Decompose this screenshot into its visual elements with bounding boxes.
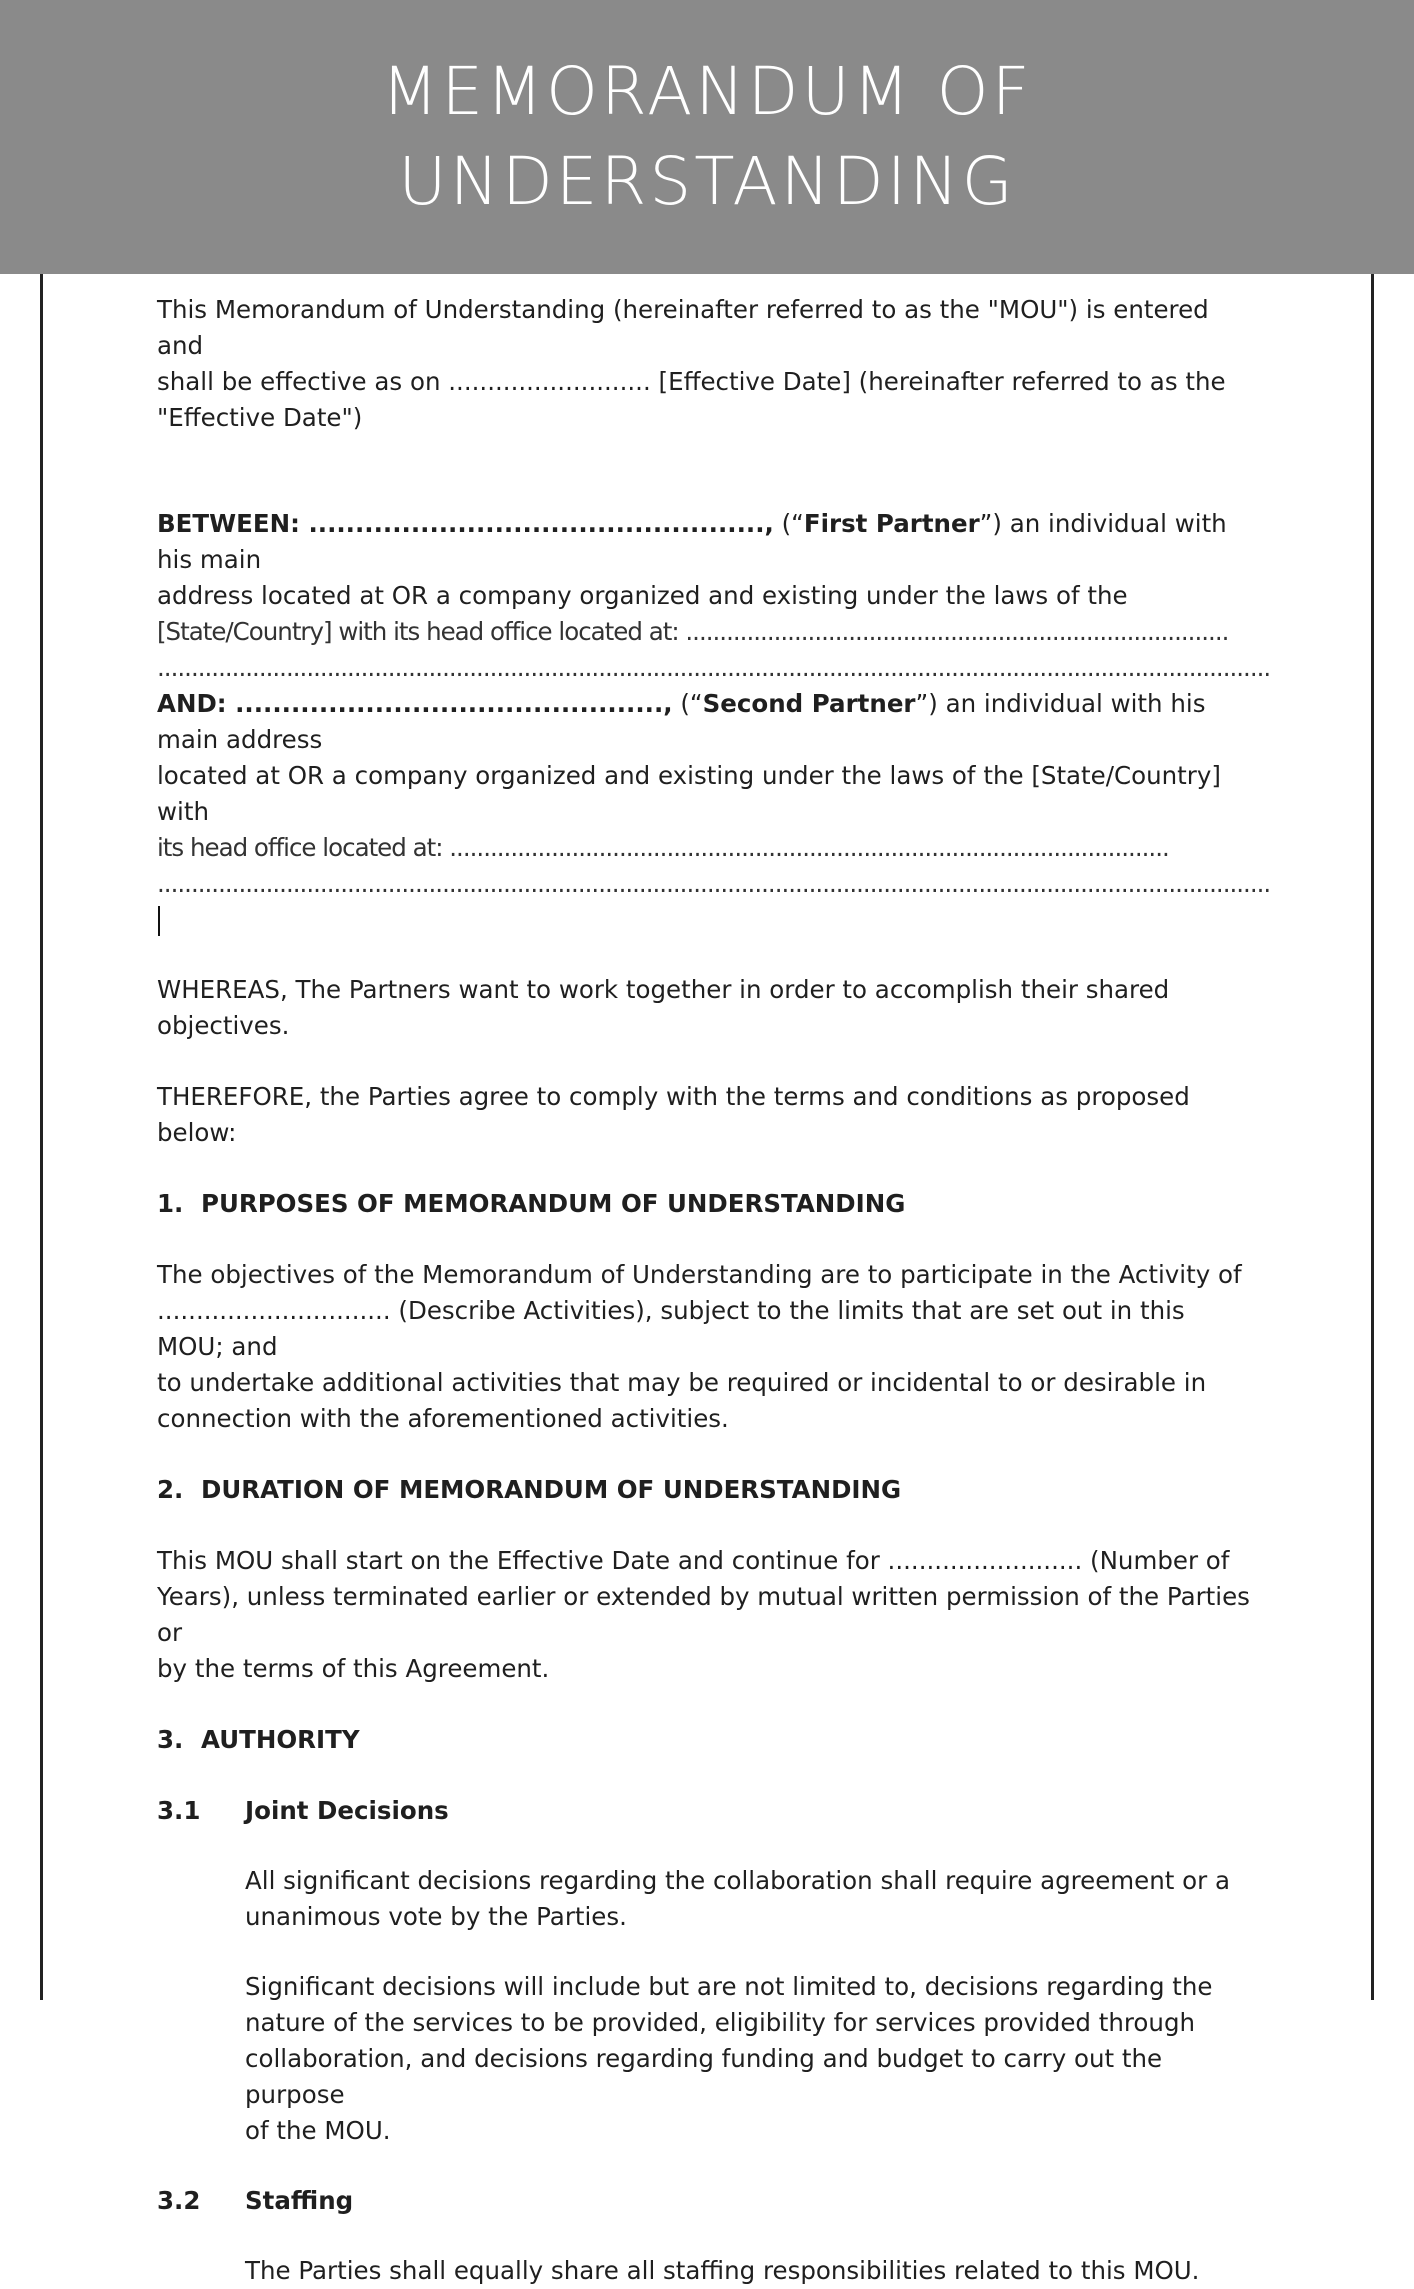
section-2-line: by the terms of this Agreement. [157, 1654, 550, 1683]
subsection-3-1-paragraph-1 [157, 1863, 1257, 1935]
section-title: AUTHORITY [201, 1725, 360, 1754]
and-line [157, 686, 1257, 758]
subsection-3-2-heading [157, 2183, 1257, 2219]
between-label: BETWEEN: ................................................., [157, 509, 774, 538]
section-number: 1. [157, 1189, 184, 1218]
section-title: DURATION OF MEMORANDUM OF UNDERSTANDING [201, 1475, 902, 1504]
between-line: .................................................................................................................................................................... [157, 653, 1271, 682]
banner-title-line-1: MEMORANDUM OF [381, 53, 1033, 130]
section-2-line: Years), unless terminated earlier or extended by mutual written permission of the Parties or [157, 1582, 1250, 1647]
section-1-line: to undertake additional activities that may be required or incidental to or desirable in [157, 1368, 1207, 1397]
section-2-paragraph [157, 1543, 1257, 1687]
intro-line: "Effective Date") [157, 403, 363, 432]
section-number: 3. [157, 1725, 184, 1754]
and-line: located at OR a company organized and existing under the laws of the [State/Country] with [157, 761, 1221, 826]
subsection-line: collaboration, and decisions regarding funding and budget to carry out the purpose [245, 2044, 1163, 2109]
between-text: (“ [773, 509, 804, 538]
intro-paragraph [157, 292, 1257, 436]
title-banner [0, 0, 1414, 274]
section-1-line: .............................. (Describe Activities), subject to the limits that are set out in this MOU; and [157, 1296, 1185, 1361]
therefore-paragraph: THEREFORE, the Parties agree to comply with the terms and conditions as proposed below: [157, 1082, 1190, 1147]
section-1-line: The objectives of the Memorandum of Understanding are to participate in the Activity of [157, 1260, 1242, 1289]
text-cursor [158, 906, 160, 936]
and-line: its head office located at: .......................................................................................................... [157, 833, 1169, 862]
section-2-heading [157, 1472, 1257, 1508]
first-partner-label: First Partner [803, 509, 980, 538]
subsection-3-2-paragraph-1 [157, 2253, 1257, 2289]
and-label: AND: .............................................., [157, 689, 673, 718]
subsection-title: Staffing [245, 2186, 354, 2215]
document-body [157, 292, 1271, 2289]
subsection-3-1-heading [157, 1793, 1257, 1829]
section-3-heading [157, 1722, 1257, 1758]
section-title: PURPOSES OF MEMORANDUM OF UNDERSTANDING [201, 1189, 906, 1218]
and-text: ”) an individual with his main address [157, 689, 1206, 754]
between-line: address located at OR a company organized and existing under the laws of the [157, 581, 1128, 610]
between-line: [State/Country] with its head office located at: ................................................................................ [157, 617, 1229, 646]
section-number: 2. [157, 1475, 184, 1504]
section-2-line: This MOU shall start on the Effective Date and continue for ......................... (Number of [157, 1546, 1230, 1575]
subsection-3-1-paragraph-2 [157, 1969, 1257, 2149]
subsection-line: of the MOU. [245, 2116, 391, 2145]
subsection-number: 3.1 [157, 1796, 201, 1825]
section-1-paragraph [157, 1257, 1257, 1437]
between-line [157, 506, 1257, 578]
subsection-line: nature of the services to be provided, eligibility for services provided through [245, 2008, 1196, 2037]
section-1-heading [157, 1186, 1257, 1222]
subsection-line: The Parties shall equally share all staffing responsibilities related to this MOU. [245, 2256, 1200, 2285]
subsection-number: 3.2 [157, 2186, 201, 2215]
intro-line: This Memorandum of Understanding (hereinafter referred to as the "MOU") is entered and [157, 295, 1209, 360]
and-paragraph [157, 686, 1271, 938]
and-text: (“ [672, 689, 703, 718]
subsection-line: All significant decisions regarding the collaboration shall require agreement or a [245, 1866, 1231, 1895]
second-partner-label: Second Partner [702, 689, 916, 718]
subsection-line: Significant decisions will include but are not limited to, decisions regarding the [245, 1972, 1213, 2001]
between-paragraph [157, 506, 1271, 686]
intro-line: shall be effective as on .......................... [Effective Date] (hereinafter referred to as the [157, 367, 1226, 396]
and-line-dots: .................................................................................................................................................................... [157, 869, 1271, 898]
banner-title-line-2: UNDERSTANDING [398, 143, 1016, 220]
section-1-line: connection with the aforementioned activities. [157, 1404, 729, 1433]
subsection-line: unanimous vote by the Parties. [245, 1902, 627, 1931]
and-line [157, 866, 1271, 938]
subsection-title: Joint Decisions [245, 1796, 449, 1825]
whereas-paragraph: WHEREAS, The Partners want to work together in order to accomplish their shared objectives. [157, 975, 1170, 1040]
between-text: ”) an individual with his main [157, 509, 1227, 574]
